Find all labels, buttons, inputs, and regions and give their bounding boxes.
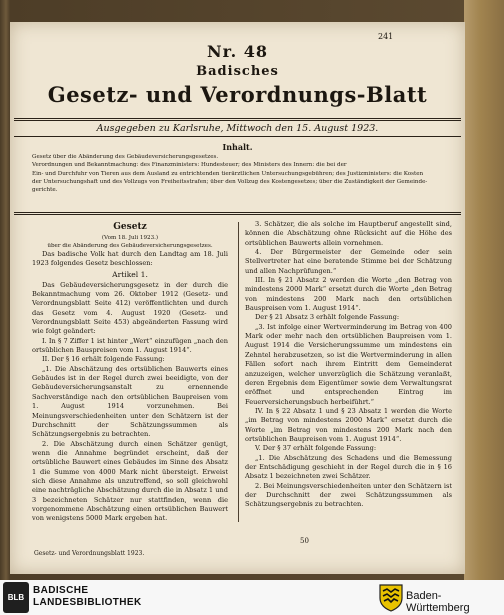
paragraph: „1. Die Abschätzung des ortsüblichen Bauwerts eines Gebäudes ist in der Regel durch zwei beeidigte, von der Gebäudeversicherungsanstalt zu ernennende Sachverständige nach den ortsüblichen Baupreisen vom 1. August 1914 vorzunehmen. Bei Meinungsverschiedenheiten unter den Schätzern ist der Durchschnitt der Schätzungssummen als Schätzungsergebnis zu betrachten. xyxy=(32,364,228,439)
paragraph: IV. In § 22 Absatz 1 und § 23 Absatz 1 werden die Worte „im Betrag von mindestens 2000 Mark“ ersetzt durch die Worte „im Betrag von mindestens 200 Mark nach den ortsüblichen Baupreisen vom 1. August 1914“. xyxy=(245,406,452,443)
column-divider xyxy=(238,222,239,522)
paragraph: V. Der § 37 erhält folgende Fassung: xyxy=(255,444,377,453)
blb-logo[interactable]: BLB xyxy=(3,582,29,613)
law-intro: Das badische Volk hat durch den Landtag am 18. Juli 1923 folgendes Gesetz beschlossen: xyxy=(32,250,228,268)
baden-wuerttemberg-crest-icon xyxy=(378,583,404,612)
paragraph: 4. Der Bürgermeister der Gemeinde oder sein Stellvertreter hat eine beratende Stimme bei der Schätzung und allen Nachprüfungen.“ xyxy=(245,248,452,275)
paragraph: II. Der § 16 erhält folgende Fassung: xyxy=(42,355,165,364)
page-number: 241 xyxy=(378,32,394,41)
issue-date-line: Ausgegeben zu Karlsruhe, Mittwoch den 15. August 1923. xyxy=(96,123,379,134)
contents-rule xyxy=(14,212,461,215)
paragraph: „1. Die Abschätzung des Schadens und die Bemessung der Entschädigung geschieht in der Regel durch die in § 16 Absatz 1 bezeichneten zwei Schätzer. xyxy=(245,453,452,481)
paragraph: 3. Schätzer, die als solche im Hauptberuf angestellt sind, können die Abschätzung ohne Rücksicht auf die Höhe des ortsüblichen Bauwerts allein vornehmen. xyxy=(245,220,452,247)
gazette-title: Gesetz- und Verordnungs-Blatt xyxy=(47,82,428,107)
right-column xyxy=(245,220,452,510)
signature-folio: 50 xyxy=(300,537,309,545)
library-name-line2: LANDESBIBLIOTHEK xyxy=(33,597,142,608)
book-spine xyxy=(464,0,504,580)
library-name[interactable] xyxy=(33,585,142,609)
law-date: (Vom 18. Juli 1923.) xyxy=(101,235,159,241)
paragraph: III. In § 21 Absatz 2 werden die Worte „den Betrag von mindestens 2000 Mark“ ersetzt durch die Worte „den Betrag von mindestens 200 Mark nach den ortsüblichen Bauspreisen vom 1. August 1914“. xyxy=(245,276,452,313)
issue-rule xyxy=(14,136,461,137)
title-rule xyxy=(14,118,461,121)
contents-line: Ein- und Durchfuhr von Tieren aus dem Ausland zu entrichtenden tierärztlichen Untersuchungsgebühren; des Justizministers: die Kosten xyxy=(32,170,424,177)
contents-list xyxy=(32,153,457,194)
contents-line: der Untersuchungshaft und des Vollzugs von Freiheitsstrafen; über den Vollzug des Kostengesetzes; über die Zuständigkeit der Gemeinde- xyxy=(32,178,428,185)
state-name[interactable]: Baden-Württemberg xyxy=(406,590,470,614)
document-page xyxy=(10,22,465,574)
gazette-year-note: Gesetz- und Verordnungsblatt 1923. xyxy=(34,550,145,557)
paragraph: 2. Bei Meinungsverschiedenheiten unter den Schätzern ist der Durchschnitt der zwei Schätzungssummen als Schätzungsergebnis zu betrachten. xyxy=(245,481,452,509)
contents-line: Gesetz über die Abänderung des Gebäudeversicherungsgesetzes. xyxy=(32,154,219,160)
paragraph: „3. Ist infolge einer Wertverminderung im Betrag von 400 Mark oder mehr nach den ortsüblichen Baupreisen vom 1. August 1914 die Versicherungssumme um mindestens ein Zehntel herabzusetzen, so ist die Wertverminderung in allen Fällen sofort nach ihrem Eintritt dem Gemeinderat anzuzeigen, welcher unverzüglich die Schätzung veranlaßt, deren Ergebnis dem Eigentümer sowie dem Verwaltungsrat eröffnet und entsprechenden Eintrag im Feuerversicherungsbuch herbeiführt.“ xyxy=(245,322,452,406)
publisher-state: Badisches xyxy=(196,64,279,79)
library-name-line1: BADISCHE xyxy=(33,585,89,596)
paragraph: Das Gebäudeversicherungsgesetz in der durch die Bekanntmachung vom 26. Oktober 1912 (Gesetz- und Verordnungsblatt Seite 412) veröffentlichten und durch das Gesetz vom 4. August 1920 (Gesetz- und Verordnungsblatt Seite 453) abgeänderten Fassung wird wie folgt geändert: xyxy=(32,280,228,336)
left-column xyxy=(32,220,228,524)
paragraph: 2. Die Abschätzung durch einen Schätzer genügt, wenn die Annahme begründet erscheint, daß der ortsübliche Bauwert eines Gebäudes im Sinne des Absatz 1 die Summe von 4000 Mark nicht übersteigt. Erweist sich diese Annahme als unzutreffend, so soll gleichwohl eine nachträgliche Abschätzung durch die in Absatz 1 und 3 bezeichneten Schätzer nur stattfinden, wenn die vorgenommene Abschätzung einen ortsüblichen Bauwert von wenigstens 5000 Mark ergeben hat. xyxy=(32,439,228,523)
contents-line: Verordnungen und Bekanntmachung: des Finanzministers: Hundesteuer; des Ministers des Innern: die bei der xyxy=(32,162,347,169)
paragraph: I. In § 7 Ziffer 1 ist hinter „Wert“ einzufügen „nach den ortsüblichen Bauspreisen vom 1. August 1914“. xyxy=(32,336,228,355)
article-heading: Artikel 1. xyxy=(112,269,148,279)
contents-line: gerichte. xyxy=(32,187,58,194)
issue-number: Nr. 48 xyxy=(207,42,268,61)
paragraph: Der § 21 Absatz 3 erhält folgende Fassung: xyxy=(255,313,400,322)
law-subtitle: über die Abänderung des Gebäudeversicherungsgesetzes. xyxy=(47,243,213,249)
contents-heading: Inhalt. xyxy=(222,142,253,152)
law-heading: Gesetz xyxy=(113,222,147,232)
library-footer-bar xyxy=(0,580,504,615)
